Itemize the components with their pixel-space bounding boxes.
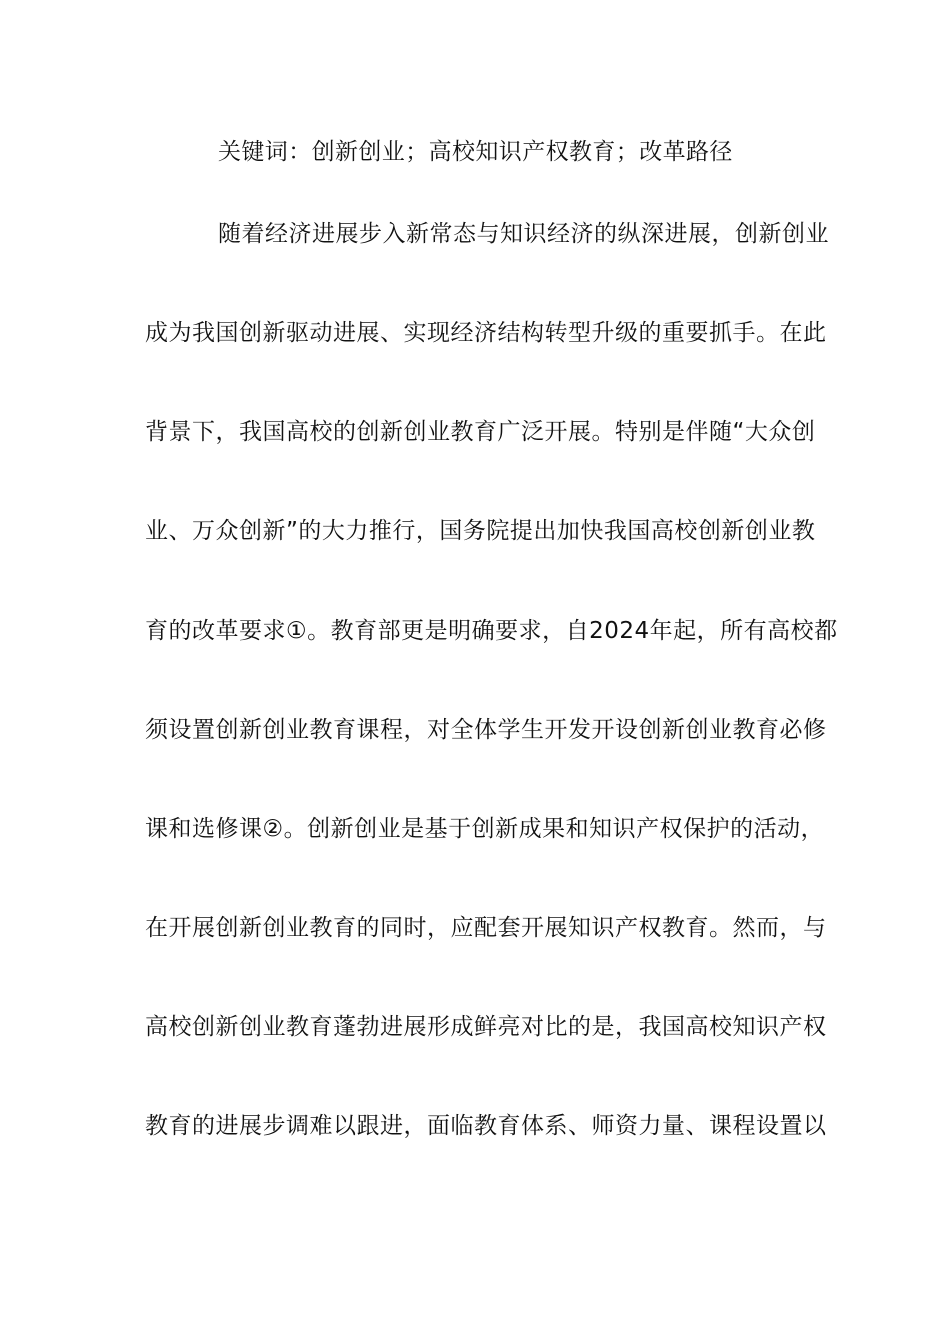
paragraph-line: 成为我国创新驱动进展、实现经济结构转型升级的重要抓手。在此 [145, 320, 827, 346]
paragraph-line: 教育的进展步调难以跟进，面临教育体系、师资力量、课程设置以 [145, 1113, 827, 1139]
paragraph-line: 育的改革要求①。教育部更是明确要求，自2024年起，所有高校都 [145, 618, 838, 644]
paragraph-line: 须设置创新创业教育课程，对全体学生开发开设创新创业教育必修 [145, 717, 827, 743]
paragraph-line: 在开展创新创业教育的同时，应配套开展知识产权教育。然而，与 [145, 915, 827, 941]
paragraph-line: 业、万众创新”的大力推行，国务院提出加快我国高校创新创业教 [145, 518, 816, 544]
paragraph-line: 背景下，我国高校的创新创业教育广泛开展。特别是伴随“大众创 [145, 419, 816, 445]
keywords-line: 关键词：创新创业；高校知识产权教育；改革路径 [218, 139, 733, 165]
paragraph-line: 随着经济进展步入新常态与知识经济的纵深进展，创新创业 [218, 221, 829, 247]
paragraph-line: 课和选修课②。创新创业是基于创新成果和知识产权保护的活动， [145, 816, 825, 842]
paragraph-line: 高校创新创业教育蓬勃进展形成鲜亮对比的是，我国高校知识产权 [145, 1014, 827, 1040]
